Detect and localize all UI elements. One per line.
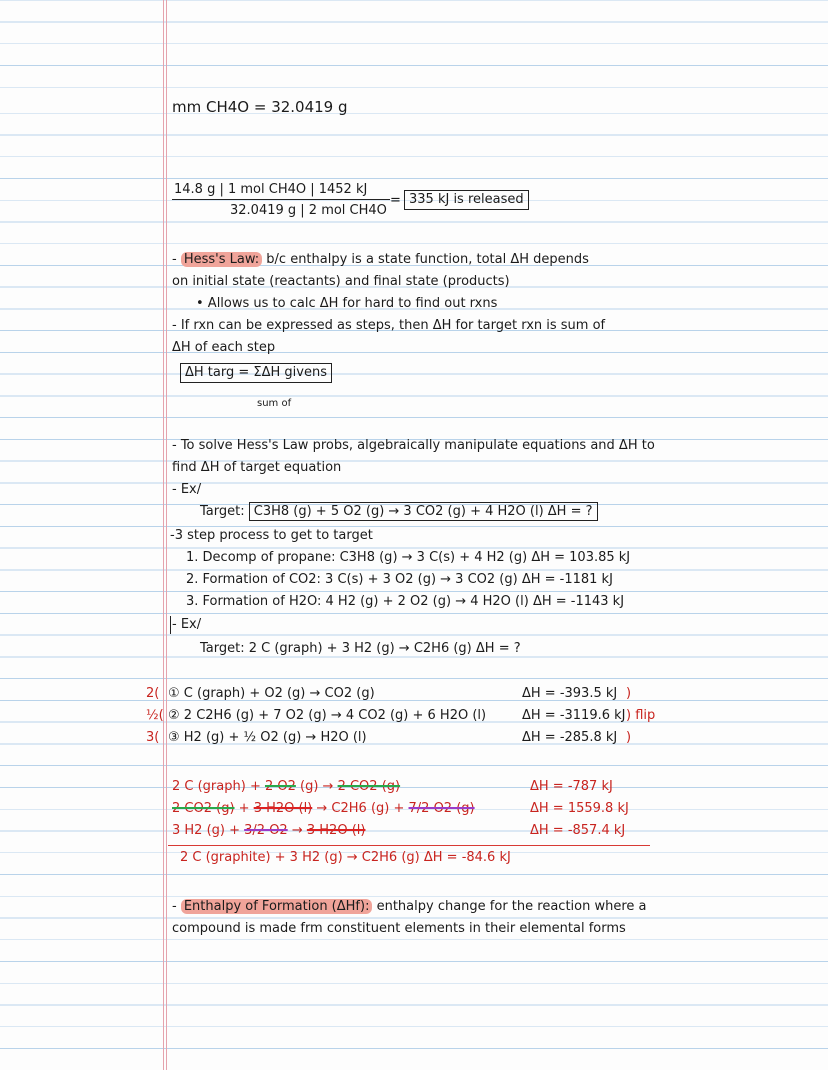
calc-numerator: 14.8 g | 1 mol CH4O | 1452 kJ — [174, 182, 368, 197]
summed-2-dh: ΔH = 1559.8 kJ — [530, 801, 629, 816]
bracket-bar — [170, 616, 171, 634]
cancel-o2-purple: 7/2 O2 (g) — [408, 801, 475, 816]
summed-1-dh: ΔH = -787 kJ — [530, 779, 613, 794]
flip-label: flip — [635, 708, 656, 723]
hess-line-3: - If rxn can be expressed as steps, then ΔH for target rxn is sum of — [172, 318, 606, 333]
summed-1-a: 2 C (graph) + — [172, 779, 265, 794]
final-equation: 2 C (graphite) + 3 H2 (g) → C2H6 (g) ΔH = -84.6 kJ — [180, 850, 511, 865]
formation-line-2: compound is made frm constituent elements in their elemental forms — [172, 921, 626, 936]
summed-3-a: 3 H2 (g) + — [172, 823, 245, 838]
hess-line-2: on initial state (reactants) and final state (products) — [172, 274, 510, 289]
summed-2 — [172, 801, 475, 817]
cancel-co2-green-2: 2 CO2 (g) — [172, 801, 235, 816]
hess-heading: Hess's Law: — [181, 252, 262, 267]
summed-2-mid: + — [234, 801, 254, 816]
formation-text-1: enthalpy change for the reaction where a — [376, 899, 647, 914]
hess-line-4: ΔH of each step — [172, 340, 276, 355]
multiplier-2: ½( — [146, 708, 164, 723]
step-3: 3. Formation of H2O: 4 H2 (g) + 2 O2 (g) → 4 H2O (l) ΔH = -1143 kJ — [186, 594, 625, 609]
molar-mass-line: mm CH4O = 32.0419 g — [172, 98, 348, 116]
cancel-o2-green: 2 O2 — [264, 779, 296, 794]
hess-bullet: • Allows us to calc ΔH for hard to find out rxns — [196, 296, 498, 311]
summed-1 — [172, 779, 400, 795]
summed-2-c: → C2H6 (g) + — [312, 801, 409, 816]
cancel-h2o-red-2: 3 H2O (l) — [306, 823, 366, 838]
solve-line-1: - To solve Hess's Law probs, algebraically manipulate equations and ΔH to — [172, 438, 655, 453]
step-1: 1. Decomp of propane: C3H8 (g) → 3 C(s) + 4 H2 (g) ΔH = 103.85 kJ — [186, 550, 631, 565]
multiplier-3: 3( — [146, 730, 160, 745]
hess-formula-box: ΔH targ = ΣΔH givens — [180, 363, 332, 383]
summed-1-b: (g) → — [295, 779, 338, 794]
cancel-o2-purple-2: 3/2 O2 — [244, 823, 288, 838]
example-2-label: - Ex/ — [172, 617, 202, 632]
target-label: Target: — [200, 504, 245, 519]
hess-line-1: - Hess's Law: b/c enthalpy is a state function, total ΔH depends — [172, 252, 589, 267]
reaction-3: ③ H2 (g) + ½ O2 (g) → H2O (l) — [168, 730, 367, 745]
cancel-h2o-red: 3 H2O (l) — [253, 801, 313, 816]
paren-close: ) — [626, 730, 632, 745]
margin-line — [166, 0, 167, 1070]
flip-note: ) flip — [626, 708, 656, 723]
process-line: -3 step process to get to target — [170, 528, 373, 543]
summed-3-b: → — [287, 823, 307, 838]
paren-close: ) — [626, 686, 632, 701]
formation-heading: Enthalpy of Formation (ΔHf): — [181, 899, 373, 914]
summed-3-dh: ΔH = -857.4 kJ — [530, 823, 626, 838]
formation-line-1: - Enthalpy of Formation (ΔHf): enthalpy change for the reaction where a — [172, 899, 647, 914]
target-equation-box: C3H8 (g) + 5 O2 (g) → 3 CO2 (g) + 4 H2O (l) ΔH = ? — [249, 502, 598, 521]
target-1 — [200, 504, 598, 520]
reaction-1-dh: ΔH = -393.5 kJ — [522, 686, 618, 701]
fraction-bar — [172, 199, 390, 200]
cancel-co2-green: 2 CO2 (g) — [337, 779, 401, 794]
solve-line-2: find ΔH of target equation — [172, 460, 342, 475]
step-2: 2. Formation of CO2: 3 C(s) + 3 O2 (g) → 3 CO2 (g) ΔH = -1181 kJ — [186, 572, 613, 587]
calc-denominator: 32.0419 g | 2 mol CH4O — [230, 203, 387, 218]
target-2: Target: 2 C (graph) + 3 H2 (g) → C2H6 (g) ΔH = ? — [200, 641, 521, 656]
sum-line — [168, 845, 650, 846]
sum-note: sum of — [257, 398, 292, 409]
calc-result-box: 335 kJ is released — [404, 190, 529, 210]
reaction-2-dh: ΔH = -3119.6 kJ — [522, 708, 626, 723]
margin-line — [163, 0, 164, 1070]
reaction-1: ① C (graph) + O2 (g) → CO2 (g) — [168, 686, 375, 701]
example-1-label: - Ex/ — [172, 482, 202, 497]
reaction-3-dh: ΔH = -285.8 kJ — [522, 730, 618, 745]
hess-text-1: b/c enthalpy is a state function, total ΔH depends — [266, 252, 589, 267]
reaction-2: ② 2 C2H6 (g) + 7 O2 (g) → 4 CO2 (g) + 6 H2O (l) — [168, 708, 487, 723]
multiplier-1: 2( — [146, 686, 160, 701]
equals-sign: = — [390, 193, 401, 208]
summed-3 — [172, 823, 365, 839]
